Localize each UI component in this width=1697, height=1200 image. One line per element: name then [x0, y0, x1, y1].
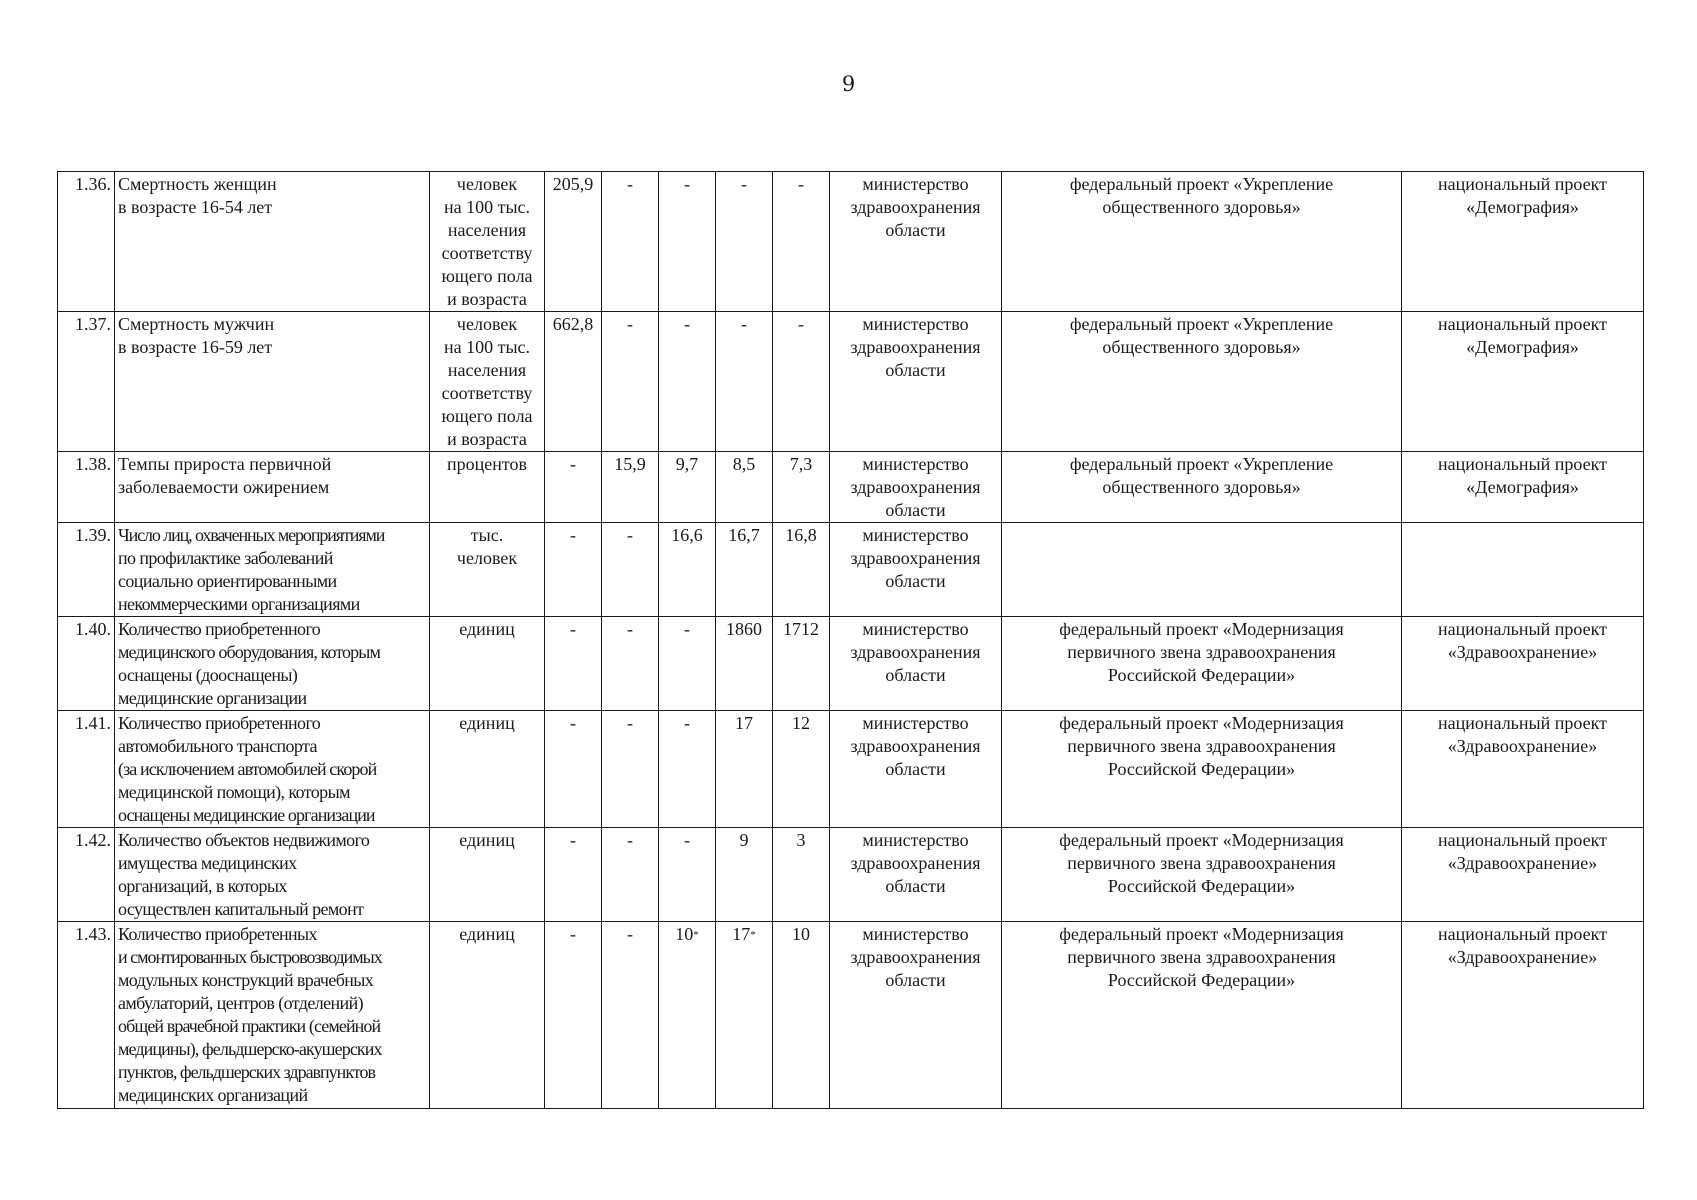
value-cell: 9,7: [659, 452, 716, 523]
value-cell: -: [773, 312, 830, 452]
value-cell: -: [659, 711, 716, 828]
row-number: 1.43.: [58, 922, 115, 1109]
federal-project: [1002, 523, 1402, 617]
table-row: [58, 172, 1644, 312]
value-cell: 16,7: [716, 523, 773, 617]
indicators-table: [57, 171, 1644, 1109]
value-cell: 10*: [659, 922, 716, 1109]
indicator-name: Смертность мужчин в возрасте 16-59 лет: [115, 312, 430, 452]
unit-of-measure: процентов: [430, 452, 545, 523]
unit-of-measure: единиц: [430, 711, 545, 828]
value-cell: -: [659, 828, 716, 922]
unit-of-measure: единиц: [430, 922, 545, 1109]
unit-of-measure: тыс. человек: [430, 523, 545, 617]
row-number: 1.38.: [58, 452, 115, 523]
responsible-body: министерство здравоохранения области: [830, 922, 1002, 1109]
value-cell: -: [602, 312, 659, 452]
value-cell: -: [659, 312, 716, 452]
value-cell: -: [773, 172, 830, 312]
responsible-body: министерство здравоохранения области: [830, 617, 1002, 711]
row-number: 1.41.: [58, 711, 115, 828]
unit-of-measure: человек на 100 тыс. населения соответству ющего пола и возраста: [430, 172, 545, 312]
value-cell: -: [602, 172, 659, 312]
value-cell: 17: [716, 711, 773, 828]
value-cell: -: [659, 172, 716, 312]
table-row: [58, 922, 1644, 1109]
national-project: национальный проект «Демография»: [1402, 172, 1644, 312]
value-cell: -: [545, 922, 602, 1109]
value-cell: 7,3: [773, 452, 830, 523]
value-cell: -: [602, 922, 659, 1109]
national-project: [1402, 523, 1644, 617]
footnote-mark: *: [750, 929, 756, 941]
federal-project: федеральный проект «Укрепление общественного здоровья»: [1002, 172, 1402, 312]
table-row: [58, 523, 1644, 617]
row-number: 1.40.: [58, 617, 115, 711]
value-cell: 17*: [716, 922, 773, 1109]
table-row: [58, 312, 1644, 452]
value-cell: 9: [716, 828, 773, 922]
value-cell: -: [602, 828, 659, 922]
value-cell: 12: [773, 711, 830, 828]
federal-project: федеральный проект «Модернизация первичного звена здравоохранения Российской Федерации»: [1002, 922, 1402, 1109]
responsible-body: министерство здравоохранения области: [830, 312, 1002, 452]
unit-of-measure: единиц: [430, 617, 545, 711]
value-cell: 1712: [773, 617, 830, 711]
national-project: национальный проект «Здравоохранение»: [1402, 922, 1644, 1109]
indicator-name: Темпы прироста первичной заболеваемости ожирением: [115, 452, 430, 523]
indicator-name: Количество приобретенных и смонтированных быстровозводимых модульных конструкций врачебных амбулаторий, центров (отделений) общей врачебной практики (семейной медицины), фельдшерско-акушерских пунктов, фельдшерских здравпунктов медицинских организаций: [115, 922, 430, 1109]
indicator-name: Количество объектов недвижимого имущества медицинских организаций, в которых осуществлен капитальный ремонт: [115, 828, 430, 922]
value-cell: -: [545, 452, 602, 523]
national-project: национальный проект «Здравоохранение»: [1402, 617, 1644, 711]
federal-project: федеральный проект «Укрепление общественного здоровья»: [1002, 312, 1402, 452]
table-row: [58, 452, 1644, 523]
value-cell: -: [545, 523, 602, 617]
value-cell: 10: [773, 922, 830, 1109]
responsible-body: министерство здравоохранения области: [830, 523, 1002, 617]
responsible-body: министерство здравоохранения области: [830, 172, 1002, 312]
responsible-body: министерство здравоохранения области: [830, 452, 1002, 523]
value-cell: -: [602, 617, 659, 711]
table-row: [58, 828, 1644, 922]
row-number: 1.37.: [58, 312, 115, 452]
federal-project: федеральный проект «Модернизация первичного звена здравоохранения Российской Федерации»: [1002, 828, 1402, 922]
federal-project: федеральный проект «Укрепление общественного здоровья»: [1002, 452, 1402, 523]
responsible-body: министерство здравоохранения области: [830, 711, 1002, 828]
national-project: национальный проект «Демография»: [1402, 312, 1644, 452]
row-number: 1.39.: [58, 523, 115, 617]
value-cell: -: [602, 523, 659, 617]
value-cell: 1860: [716, 617, 773, 711]
indicator-name: Количество приобретенного автомобильного транспорта (за исключением автомобилей скорой медицинской помощи), которым оснащены медицинские организации: [115, 711, 430, 828]
indicator-name: Число лиц, охваченных мероприятиями по профилактике заболеваний социально ориентированными некоммерческими организациями: [115, 523, 430, 617]
indicator-name: Количество приобретенного медицинского оборудования, которым оснащены (дооснащены) медицинские организации: [115, 617, 430, 711]
value-cell: 662,8: [545, 312, 602, 452]
value-cell: 8,5: [716, 452, 773, 523]
value-cell: 15,9: [602, 452, 659, 523]
value-cell: -: [545, 828, 602, 922]
value-cell: 205,9: [545, 172, 602, 312]
table-row: [58, 711, 1644, 828]
value-cell: 16,6: [659, 523, 716, 617]
federal-project: федеральный проект «Модернизация первичного звена здравоохранения Российской Федерации»: [1002, 711, 1402, 828]
value-cell: -: [602, 711, 659, 828]
national-project: национальный проект «Здравоохранение»: [1402, 711, 1644, 828]
table-row: [58, 617, 1644, 711]
value-cell: -: [545, 711, 602, 828]
federal-project: федеральный проект «Модернизация первичного звена здравоохранения Российской Федерации»: [1002, 617, 1402, 711]
responsible-body: министерство здравоохранения области: [830, 828, 1002, 922]
row-number: 1.42.: [58, 828, 115, 922]
page-number: 9: [841, 72, 856, 96]
footnote-mark: *: [693, 929, 699, 941]
row-number: 1.36.: [58, 172, 115, 312]
value-cell: 16,8: [773, 523, 830, 617]
national-project: национальный проект «Демография»: [1402, 452, 1644, 523]
value-cell: -: [716, 312, 773, 452]
value-cell: -: [545, 617, 602, 711]
value-cell: -: [659, 617, 716, 711]
unit-of-measure: человек на 100 тыс. населения соответству ющего пола и возраста: [430, 312, 545, 452]
indicator-name: Смертность женщин в возрасте 16-54 лет: [115, 172, 430, 312]
unit-of-measure: единиц: [430, 828, 545, 922]
value-cell: 3: [773, 828, 830, 922]
value-cell: -: [716, 172, 773, 312]
national-project: национальный проект «Здравоохранение»: [1402, 828, 1644, 922]
